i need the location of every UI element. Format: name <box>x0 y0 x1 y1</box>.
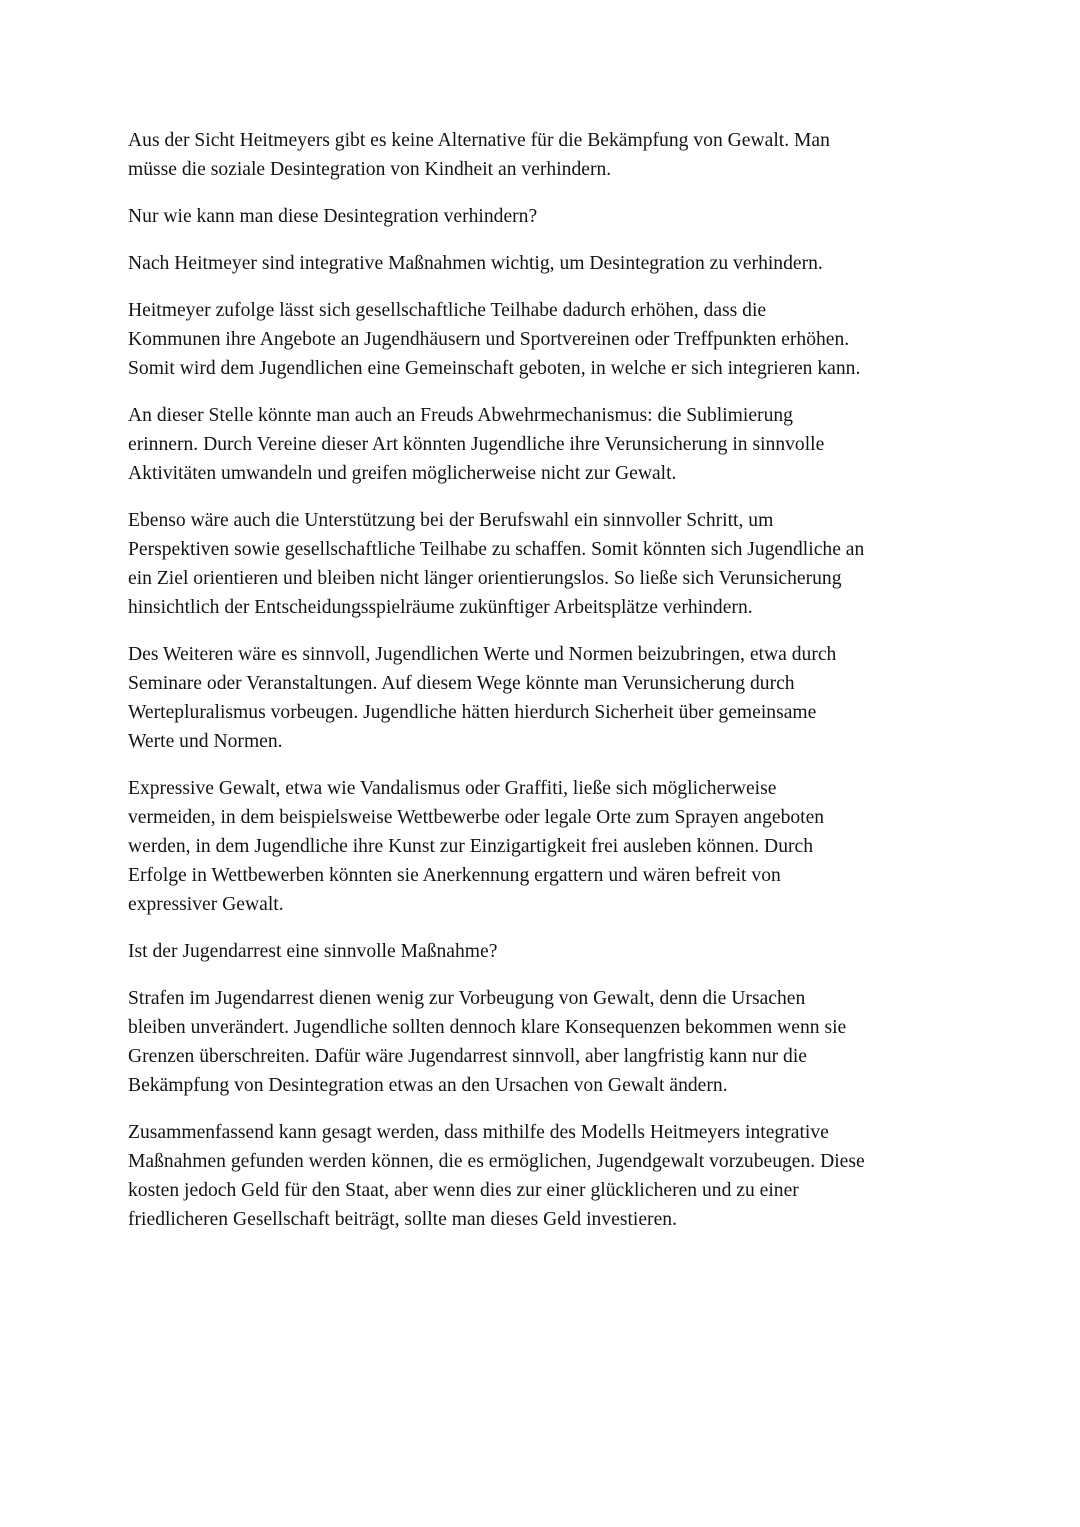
text-line: Aus der Sicht Heitmeyers gibt es keine Alternative für die Bekämpfung von Gewalt. Man <box>128 130 830 151</box>
text-line: Des Weiteren wäre es sinnvoll, Jugendlichen Werte und Normen beizubringen, etwa durch <box>128 644 837 665</box>
text-line: erinnern. Durch Vereine dieser Art könnten Jugendliche ihre Verunsicherung in sinnvolle <box>128 434 825 455</box>
paragraph-participation <box>128 296 958 383</box>
paragraph-conclusion <box>128 1118 958 1234</box>
paragraph-jugendarrest <box>128 984 958 1100</box>
paragraph-question-desintegration <box>128 202 958 231</box>
text-line: An dieser Stelle könnte man auch an Freuds Abwehrmechanismus: die Sublimierung <box>128 405 793 426</box>
text-line: Kommunen ihre Angebote an Jugendhäusern und Sportvereinen oder Treffpunkten erhöhen. <box>128 329 850 350</box>
text-line: Maßnahmen gefunden werden können, die es ermöglichen, Jugendgewalt vorzubeugen. Diese <box>128 1151 865 1172</box>
paragraph-question-jugendarrest <box>128 937 958 966</box>
text-line: Grenzen überschreiten. Dafür wäre Jugendarrest sinnvoll, aber langfristig kann nur die <box>128 1046 807 1067</box>
text-line: ein Ziel orientieren und bleiben nicht länger orientierungslos. So ließe sich Verunsicherung <box>128 568 842 589</box>
text-line: Ebenso wäre auch die Unterstützung bei der Berufswahl ein sinnvoller Schritt, um <box>128 510 774 531</box>
text-line: Heitmeyer zufolge lässt sich gesellschaftliche Teilhabe dadurch erhöhen, dass die <box>128 300 767 321</box>
text-line: Ist der Jugendarrest eine sinnvolle Maßnahme? <box>128 941 498 962</box>
text-line: vermeiden, in dem beispielsweise Wettbewerbe oder legale Orte zum Sprayen angeboten <box>128 807 825 828</box>
paragraph-integrative-measures <box>128 249 958 278</box>
text-line: Werte und Normen. <box>128 731 283 752</box>
paragraph-values-norms <box>128 640 958 756</box>
text-line: werden, in dem Jugendliche ihre Kunst zur Einzigartigkeit frei ausleben können. Durch <box>128 836 814 857</box>
text-line: Erfolge in Wettbewerben könnten sie Anerkennung ergattern und wären befreit von <box>128 865 781 886</box>
paragraph-career-choice <box>128 506 958 622</box>
text-line: Nach Heitmeyer sind integrative Maßnahmen wichtig, um Desintegration zu verhindern. <box>128 253 823 274</box>
text-line: Nur wie kann man diese Desintegration verhindern? <box>128 206 538 227</box>
text-line: Strafen im Jugendarrest dienen wenig zur Vorbeugung von Gewalt, denn die Ursachen <box>128 988 806 1009</box>
text-line: Aktivitäten umwandeln und greifen möglicherweise nicht zur Gewalt. <box>128 463 677 484</box>
text-line: Bekämpfung von Desintegration etwas an den Ursachen von Gewalt ändern. <box>128 1075 728 1096</box>
paragraph-expressive-violence <box>128 774 958 919</box>
document-body <box>128 126 958 1252</box>
text-line: friedlicheren Gesellschaft beiträgt, sollte man dieses Geld investieren. <box>128 1209 677 1230</box>
text-line: müsse die soziale Desintegration von Kindheit an verhindern. <box>128 159 612 180</box>
text-line: Wertepluralismus vorbeugen. Jugendliche hätten hierdurch Sicherheit über gemeinsame <box>128 702 817 723</box>
text-line: Zusammenfassend kann gesagt werden, dass mithilfe des Modells Heitmeyers integrative <box>128 1122 829 1143</box>
text-line: bleiben unverändert. Jugendliche sollten dennoch klare Konsequenzen bekommen wenn sie <box>128 1017 847 1038</box>
text-line: kosten jedoch Geld für den Staat, aber wenn dies zur einer glücklicheren und zu einer <box>128 1180 799 1201</box>
paragraph-intro <box>128 126 958 184</box>
text-line: expressiver Gewalt. <box>128 894 284 915</box>
text-line: Perspektiven sowie gesellschaftliche Teilhabe zu schaffen. Somit könnten sich Jugendliche an <box>128 539 865 560</box>
text-line: Somit wird dem Jugendlichen eine Gemeinschaft geboten, in welche er sich integrieren kann. <box>128 358 861 379</box>
text-line: Expressive Gewalt, etwa wie Vandalismus oder Graffiti, ließe sich möglicherweise <box>128 778 777 799</box>
paragraph-sublimation <box>128 401 958 488</box>
text-line: hinsichtlich der Entscheidungsspielräume zukünftiger Arbeitsplätze verhindern. <box>128 597 753 618</box>
text-line: Seminare oder Veranstaltungen. Auf diesem Wege könnte man Verunsicherung durch <box>128 673 795 694</box>
